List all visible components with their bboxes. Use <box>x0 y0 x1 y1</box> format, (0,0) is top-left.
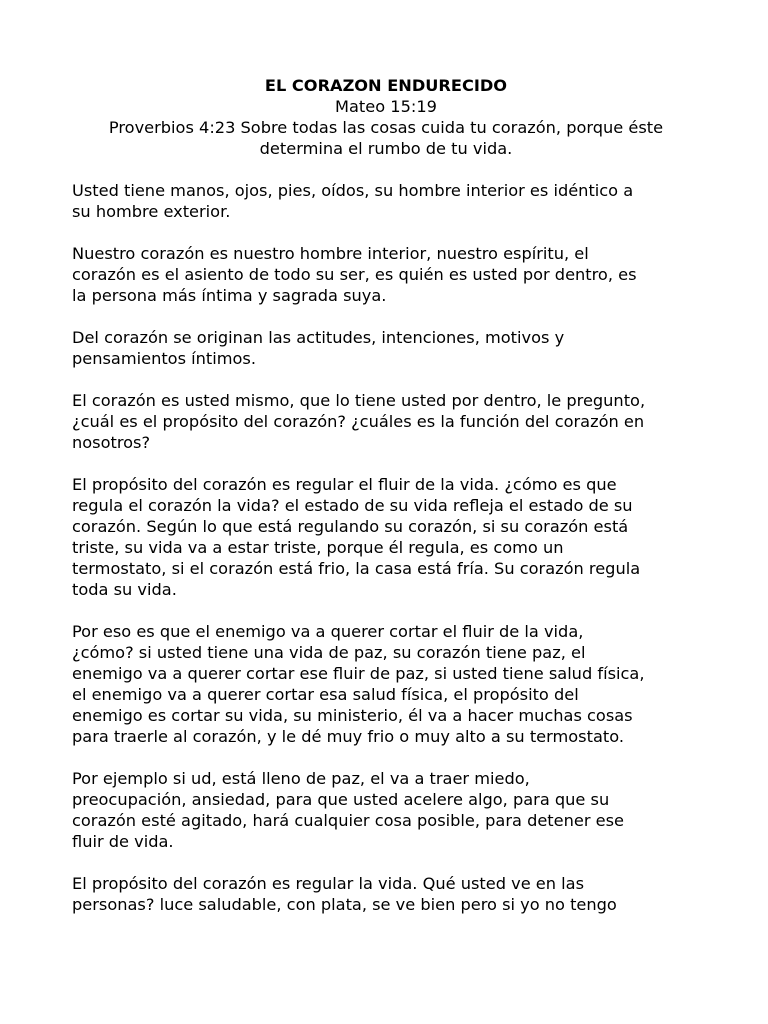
paragraph-line: Del corazón se originan las actitudes, intenciones, motivos y <box>72 328 565 347</box>
paragraph-line: corazón es el asiento de todo su ser, es quién es usted por dentro, es <box>72 265 637 284</box>
paragraph-line: Por ejemplo si ud, está lleno de paz, el va a traer miedo, <box>72 769 530 788</box>
paragraph-line: nosotros? <box>72 433 151 452</box>
paragraph-line: el enemigo va a querer cortar esa salud física, el propósito del <box>72 685 579 704</box>
paragraph-line: enemigo es cortar su vida, su ministerio, él va a hacer muchas cosas <box>72 706 633 725</box>
paragraph-line: Nuestro corazón es nuestro hombre interior, nuestro espíritu, el <box>72 244 589 263</box>
paragraph-line: para traerle al corazón, y le dé muy frio o muy alto a su termostato. <box>72 727 624 746</box>
paragraph-line: corazón esté agitado, hará cualquier cosa posible, para detener ese <box>72 811 624 830</box>
paragraph-line: fluir de vida. <box>72 832 174 851</box>
document-header <box>72 75 700 159</box>
paragraph <box>72 474 700 600</box>
paragraph-line: la persona más íntima y sagrada suya. <box>72 286 387 305</box>
paragraph-line: triste, su vida va a estar triste, porque él regula, es como un <box>72 538 564 557</box>
paragraph-line: pensamientos íntimos. <box>72 349 257 368</box>
paragraph-line: toda su vida. <box>72 580 177 599</box>
paragraph-line: corazón. Según lo que está regulando su corazón, si su corazón está <box>72 517 629 536</box>
paragraph-line: ¿cuál es el propósito del corazón? ¿cuáles es la función del corazón en <box>72 412 645 431</box>
paragraph-line: El propósito del corazón es regular el fluir de la vida. ¿cómo es que <box>72 475 617 494</box>
paragraph <box>72 873 700 915</box>
document-body <box>72 180 700 936</box>
paragraph-line: termostato, si el corazón está frio, la casa está fría. Su corazón regula <box>72 559 641 578</box>
paragraph-line: regula el corazón la vida? el estado de su vida refleja el estado de su <box>72 496 633 515</box>
paragraph-line: enemigo va a querer cortar ese fluir de paz, si usted tiene salud física, <box>72 664 645 683</box>
paragraph <box>72 327 700 369</box>
paragraph-line: personas? luce saludable, con plata, se ve bien pero si yo no tengo <box>72 895 617 914</box>
paragraph-line: El corazón es usted mismo, que lo tiene usted por dentro, le pregunto, <box>72 391 646 410</box>
paragraph <box>72 180 700 222</box>
paragraph <box>72 243 700 306</box>
paragraph <box>72 390 700 453</box>
paragraph-line: Por eso es que el enemigo va a querer cortar el fluir de la vida, <box>72 622 584 641</box>
paragraph-line: El propósito del corazón es regular la vida. Qué usted ve en las <box>72 874 585 893</box>
document-title: EL CORAZON ENDURECIDO <box>264 76 508 95</box>
paragraph <box>72 768 700 852</box>
paragraph-line: Usted tiene manos, ojos, pies, oídos, su hombre interior es idéntico a <box>72 181 634 200</box>
verse-line: determina el rumbo de tu vida. <box>259 139 513 158</box>
paragraph <box>72 621 700 747</box>
scripture-reference: Mateo 15:19 <box>335 97 437 116</box>
verse-line: Proverbios 4:23 Sobre todas las cosas cuida tu corazón, porque éste <box>108 118 664 137</box>
paragraph-line: su hombre exterior. <box>72 202 231 221</box>
paragraph-line: ¿cómo? si usted tiene una vida de paz, su corazón tiene paz, el <box>72 643 586 662</box>
paragraph-line: preocupación, ansiedad, para que usted acelere algo, para que su <box>72 790 610 809</box>
